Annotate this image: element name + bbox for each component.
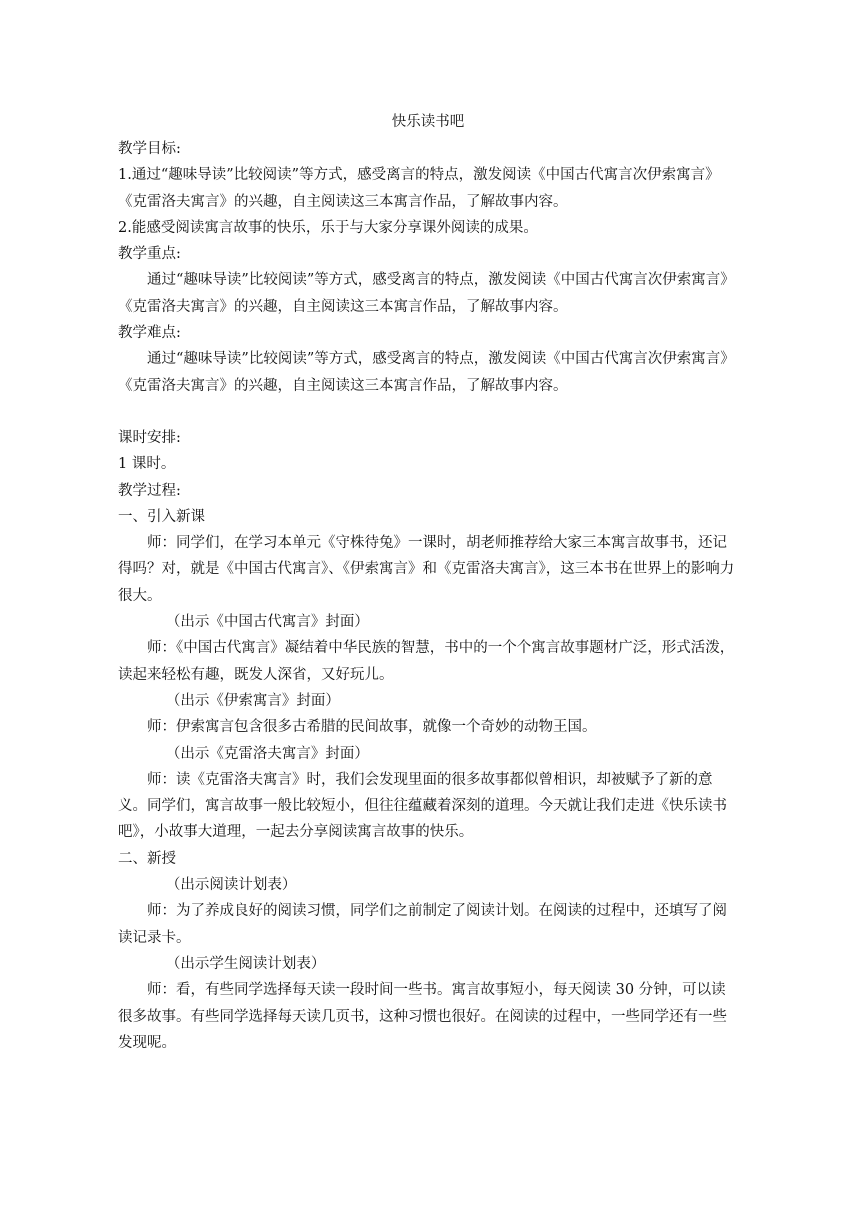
key-point-text: 通过“趣味导读”比较阅读”等方式，感受离言的特点，激发阅读《中国古代寓言次伊索寓言》《克雷洛夫寓言》的兴趣，自主阅读这三本寓言作品，了解故事内容。 [118, 272, 735, 315]
show-plan-table: （出示阅读计划表） [165, 877, 297, 894]
goal-2: 2.能感受阅读寓言故事的快乐，乐于与大家分享课外阅读的成果。 [118, 219, 538, 236]
show-student-plan: （出示学生阅读计划表） [165, 955, 326, 972]
paragraph-1: 师：同学们，在学习本单元《守株待兔》一课时，胡老师推荐给大家三本寓言故事书，还记得吗？对，就是《中国古代寓言》、《伊索寓言》和《克雷洛夫寓言》，这三本书在世界上的影响力很大。 [118, 535, 735, 604]
process-heading: 教学过程: [118, 482, 181, 499]
section-1-heading: 一、引入新课 [118, 508, 205, 525]
difficulty-text: 通过“趣味导读”比较阅读”等方式，感受离言的特点，激发阅读《中国古代寓言次伊索寓言》《克雷洛夫寓言》的兴趣，自主阅读这三本寓言作品，了解故事内容。 [118, 351, 735, 394]
paragraph-3: 师：伊索寓言包含很多古希腊的民间故事，就像一个奇妙的动物王国。 [147, 719, 597, 736]
schedule-text: 1 课时。 [118, 456, 176, 473]
difficulty-heading: 教学难点: [118, 325, 181, 342]
goals-heading: 教学目标: [118, 141, 181, 157]
blank-line [118, 399, 738, 425]
key-point-heading: 教学重点: [118, 246, 181, 263]
document-title: 快乐读书吧 [391, 114, 465, 130]
show-cover-2: （出示《伊索寓言》封面） [165, 692, 340, 709]
goal-1: 1.通过“趣味导读”比较阅读”等方式，感受离言的特点，激发阅读《中国古代寓言次伊索寓言》《克雷洛夫寓言》的兴趣，自主阅读这三本寓言作品，了解故事内容。 [118, 167, 720, 210]
paragraph-6: 师：看，有些同学选择每天读一段时间一些书。寓言故事短小，每天阅读 30 分钟，可以读很多故事。有些同学选择每天读几页书，这种习惯也很好。在阅读的过程中，一些同学还有一些发现呢。 [118, 982, 727, 1051]
section-2-heading: 二、新授 [118, 850, 176, 867]
paragraph-5: 师：为了养成良好的阅读习惯，同学们之前制定了阅读计划。在阅读的过程中，还填写了阅读记录卡。 [118, 903, 727, 946]
paragraph-4: 师：读《克雷洛夫寓言》时，我们会发现里面的很多故事都似曾相识，却被赋予了新的意义。同学们，寓言故事一般比较短小，但往往蕴藏着深刻的道理。今天就让我们走进《快乐读书吧》，小故事大道理，一起去分享阅读寓言故事的快乐。 [118, 771, 727, 841]
schedule-heading: 课时安排: [118, 429, 181, 446]
document-body [118, 108, 738, 1056]
paragraph-2: 师：《中国古代寓言》凝结着中华民族的智慧，书中的一个个寓言故事题材广泛，形式活泼，读起来轻松有趣，既发人深省，又好玩儿。 [118, 640, 735, 683]
show-cover-3: （出示《克雷洛夫寓言》封面） [165, 745, 369, 762]
show-cover-1: （出示《中国古代寓言》封面） [165, 614, 369, 631]
